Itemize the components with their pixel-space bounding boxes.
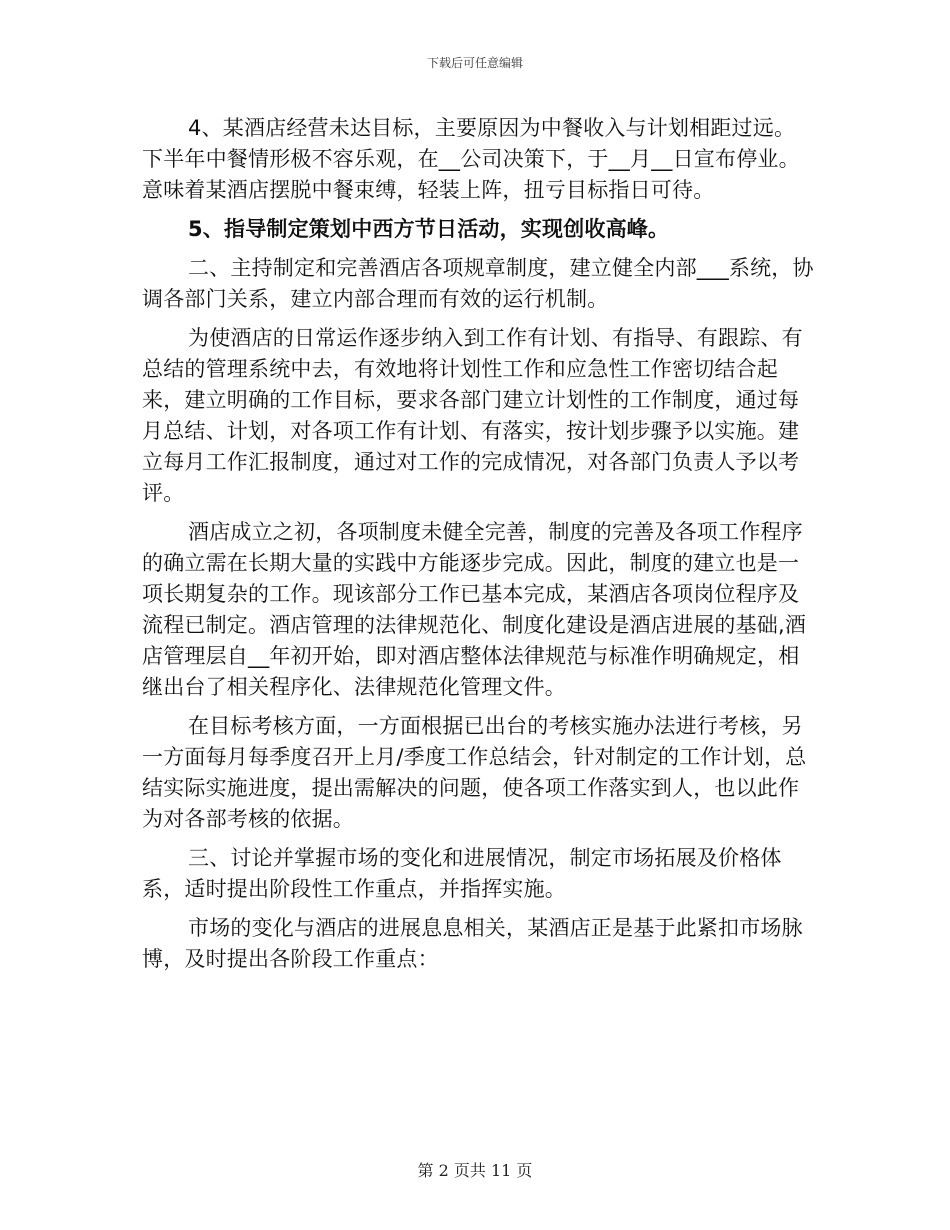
paragraph-planning-system: 为使酒店的日常运作逐步纳入到工作有计划、有指导、有跟踪、有总结的管理系统中去，有效地将计划性工作和应急性工作密切结合起来，建立明确的工作目标，要求各部门建立计划性的工作制度，通过每月总结、计划，对各项工作有计划、有落实，按计划步骤予以实施。建立每月工作汇报制度，通过对工作的完成情况，对各部门负责人予以考评。	[142, 326, 803, 505]
paragraph-market-changes: 市场的变化与酒店的进展息息相关，某酒店正是基于此紧扣市场脉博，及时提出各阶段工作重点：	[142, 916, 803, 971]
page-header: 下载后可任意编辑	[426, 56, 523, 70]
paragraph-item-4: 4、某酒店经营未达目标，主要原因为中餐收入与计划相距过远。下半年中餐情形极不容乐观，在__公司决策下，于__月__日宣布停业。意味着某酒店摆脱中餐束缚，轻装上阵，扭亏目标指日可待。	[142, 116, 800, 202]
page-number-footer: 第 2 页共 11 页	[417, 1161, 533, 1180]
paragraph-item-5-bold: 5、指导制定策划中西方节日活动，实现创收高峰。	[188, 217, 670, 241]
section-two-heading: 二、主持制定和完善酒店各项规章制度，建立健全内部___系统，协调各部门关系，建立内部合理而有效的运行机制。	[142, 256, 814, 311]
paragraph-regulations: 酒店成立之初，各项制度未健全完善，制度的完善及各项工作程序的确立需在长期大量的实践中方能逐步完成。因此，制度的建立也是一项长期复杂的工作。现该部分工作已基本完成，某酒店各项岗位程序及流程已制定。酒店管理的法律规范化、制度化建设是酒店进展的基础,酒店管理层自__年初开始，即对酒店整体法律规范与标准作明确规定，相继出台了相关程序化、法律规范化管理文件。	[142, 520, 807, 699]
section-three-heading: 三、讨论并掌握市场的变化和进展情况，制定市场拓展及价格体系，适时提出阶段性工作重点，并指挥实施。	[142, 846, 782, 901]
paragraph-target-assessment: 在目标考核方面，一方面根据已出台的考核实施办法进行考核，另一方面每月每季度召开上月/季度工作总结会，针对制定的工作计划，总结实际实施进度，提出需解决的问题，使各项工作落实到人，也以此作为对各部考核的依据。	[142, 714, 807, 831]
document-body	[142, 113, 814, 975]
